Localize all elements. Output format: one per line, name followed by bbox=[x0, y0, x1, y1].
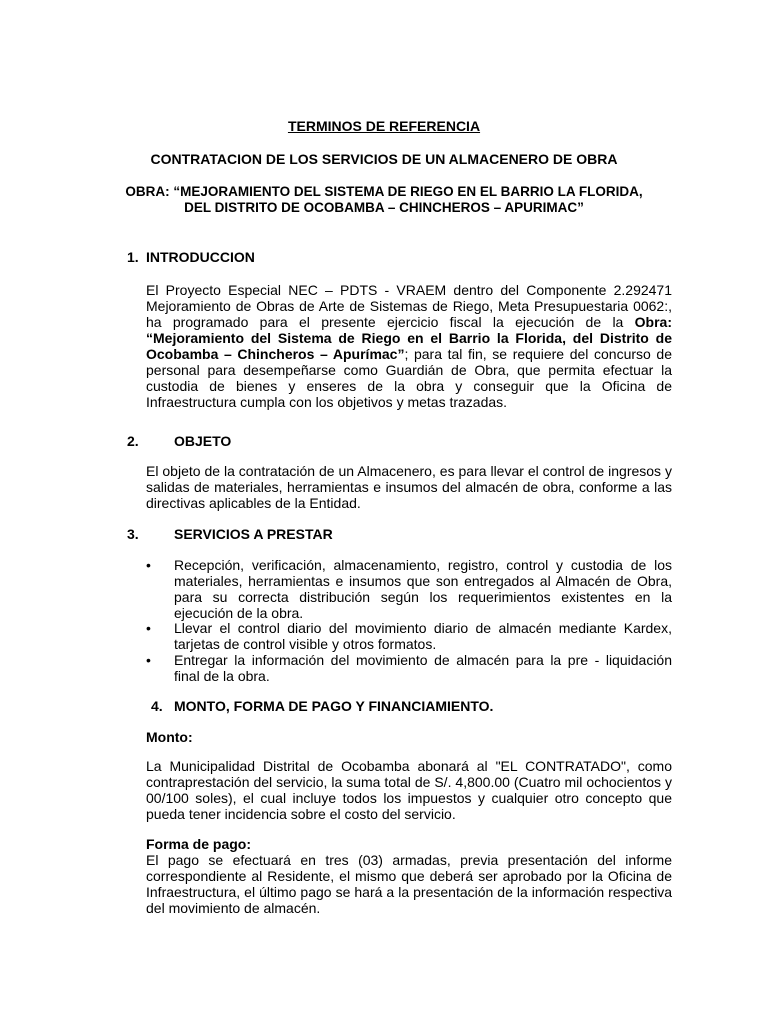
bullet-icon: • bbox=[146, 620, 151, 636]
servicios-list bbox=[0, 557, 768, 687]
obra-line-2: DEL DISTRITO DE OCOBAMBA – CHINCHEROS – APURIMAC” bbox=[184, 200, 584, 215]
section-1-heading: INTRODUCCION bbox=[146, 249, 255, 265]
intro-obra-name: Obra: “Mejoramiento del Sistema de Riego en el Barrio la Florida, del Distrito de Ocobamba – Chincheros – Apurímac” bbox=[146, 314, 672, 362]
monto-paragraph: La Municipalidad Distrital de Ocobamba abonará al "EL CONTRATADO", como contraprestación del servicio, la suma total de S/. 4,800.00 (Cuatro mil ochocientos y 00/100 soles), el cual incluye todos los impuestos y cualquier otro concepto que pueda tener incidencia sobre el costo del servicio. bbox=[146, 758, 672, 822]
monto-label: Monto: bbox=[146, 729, 193, 745]
obra-line-1: OBRA: “MEJORAMIENTO DEL SISTEMA DE RIEGO EN EL BARRIO LA FLORIDA, bbox=[125, 184, 643, 199]
section-4-number: 4. bbox=[151, 698, 163, 714]
document-subtitle: CONTRATACION DE LOS SERVICIOS DE UN ALMACENERO DE OBRA bbox=[150, 151, 618, 167]
section-3-heading: SERVICIOS A PRESTAR bbox=[174, 526, 333, 542]
section-4-heading: MONTO, FORMA DE PAGO Y FINANCIAMIENTO. bbox=[174, 698, 494, 714]
section-2-heading: OBJETO bbox=[174, 433, 232, 449]
section-2-number: 2. bbox=[127, 433, 139, 449]
intro-text-part2: ; para tal fin, se requiere del concurso de personal para desempeñarse como Guardián de Obra, que permita efectuar la custodia de bienes y enseres de la obra y conseguir que la Oficina de Infraestructura cumpla con los objetivos y metas trazadas. bbox=[146, 346, 672, 410]
section-3-number: 3. bbox=[127, 526, 139, 542]
bullet-icon: • bbox=[146, 557, 151, 573]
intro-paragraph bbox=[146, 282, 672, 410]
list-item-text: Recepción, verificación, almacenamiento, registro, control y custodia de los materiales, herramientas e insumos que son entregados al Almacén de Obra, para su correcta distribución según los requerimientos existentes en la ejecución de la obra. bbox=[174, 557, 672, 621]
list-item-text: Entregar la información del movimiento de almacén para la pre - liquidación final de la obra. bbox=[174, 652, 672, 684]
forma-pago-paragraph: El pago se efectuará en tres (03) armadas, previa presentación del informe correspondiente al Residente, el mismo que deberá ser aprobado por la Oficina de Infraestructura, el último pago se hará a la presentación de la información respectiva del movimiento de almacén. bbox=[146, 852, 672, 916]
section-1-number: 1. bbox=[127, 249, 139, 265]
bullet-icon: • bbox=[146, 652, 151, 668]
list-item-text: Llevar el control diario del movimiento diario de almacén mediante Kardex, tarjetas de control visible y otros formatos. bbox=[174, 620, 672, 652]
forma-pago-label: Forma de pago: bbox=[146, 836, 252, 852]
intro-text-part1: El Proyecto Especial NEC – PDTS - VRAEM dentro del Componente 2.292471 Mejoramiento de Obras de Arte de Sistemas de Riego, Meta Presupuestaria 0062:, ha programado para el presente ejercicio fiscal la ejecución de la bbox=[146, 282, 672, 330]
document-title: TERMINOS DE REFERENCIA bbox=[287, 118, 481, 134]
objeto-paragraph: El objeto de la contratación de un Almacenero, es para llevar el control de ingresos y salidas de materiales, herramientas e insumos del almacén de obra, conforme a las directivas aplicables de la Entidad. bbox=[146, 463, 672, 511]
